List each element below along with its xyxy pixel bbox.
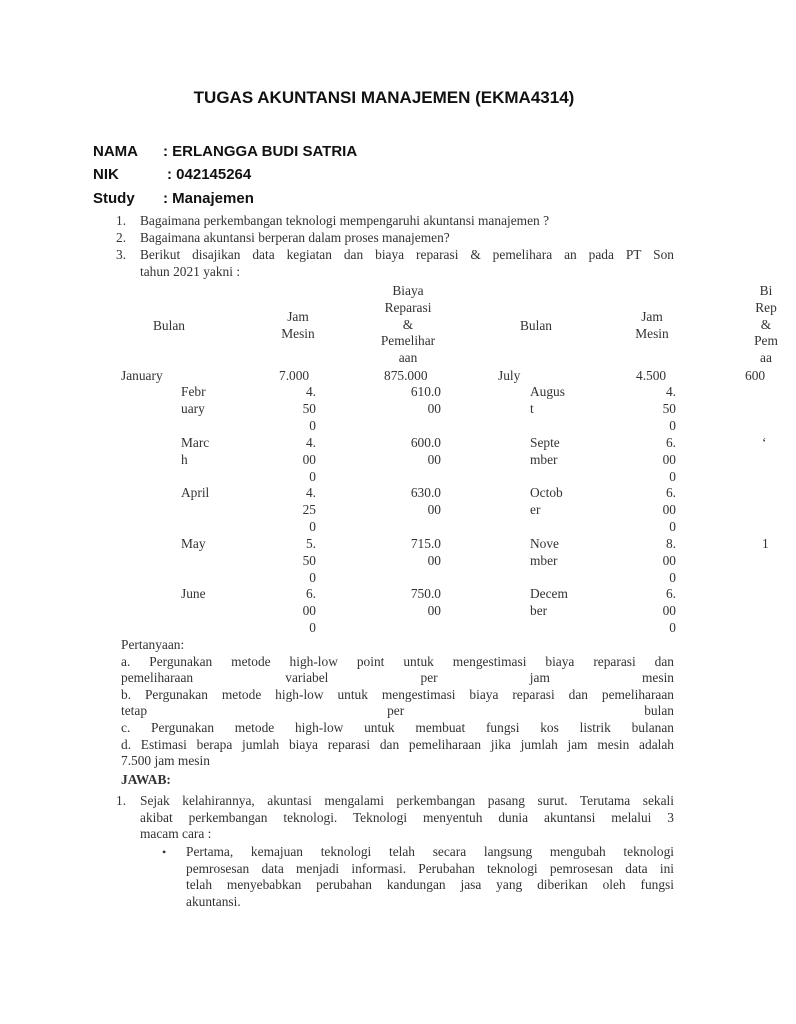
table-header-jam-mesin: Jam Mesin — [281, 309, 315, 341]
table-header-bulan-2: Bulan — [520, 318, 552, 333]
table-cell-biaya: 750.0 00 — [410, 586, 441, 618]
bullet-text: pemrosesan data menjadi informasi. Perubahan teknologi pemrosesan data ini — [186, 861, 674, 876]
table-cell-bulan: Septe mber — [530, 435, 560, 467]
table-cell-jam: 4. 25 0 — [302, 485, 316, 534]
table-cell-biaya-clipped: ‘ — [762, 435, 767, 450]
table-cell-jam: 4.500 — [636, 368, 667, 383]
table-cell-jam: 4. 00 0 — [302, 435, 316, 484]
table-cell-bulan: July — [498, 368, 521, 383]
bullet-text: telah menyebabkan perubahan kandungan jasa yang diberikan oleh fungsi — [186, 877, 674, 892]
table-cell-biaya-clipped: 1 — [762, 536, 769, 551]
pertanyaan-heading: Pertanyaan: — [121, 637, 185, 652]
table-cell-bulan: Decem ber — [530, 586, 568, 618]
table-cell-jam: 5. 50 0 — [302, 536, 316, 585]
identity-nama — [93, 143, 357, 160]
table-cell-biaya: 875.000 — [384, 368, 428, 383]
table-cell-jam: 8. 00 0 — [662, 536, 676, 585]
identity-value: : ERLANGGA BUDI SATRIA — [163, 143, 358, 160]
pertanyaan-a: a. Pergunakan metode high-low point untuk mengestimasi biaya reparasi dan — [121, 654, 674, 669]
table-cell-bulan: Marc h — [181, 435, 210, 467]
table-header-bulan: Bulan — [153, 318, 185, 333]
table-cell-jam: 6. 00 0 — [662, 586, 676, 635]
bullet-icon: • — [162, 845, 167, 859]
identity-value: : Manajemen — [163, 190, 254, 207]
identity-study — [93, 190, 254, 207]
jawab-heading: JAWAB: — [121, 772, 171, 787]
table-cell-bulan: Octob er — [530, 485, 563, 517]
question-number: 2. — [116, 230, 127, 245]
question-text: Bagaimana akuntansi berperan dalam proses manajemen? — [140, 230, 450, 245]
pertanyaan-d-cont: 7.500 jam mesin — [121, 753, 210, 768]
table-cell-bulan: Febr uary — [181, 384, 206, 416]
table-cell-jam: 6. 00 0 — [302, 586, 316, 635]
pertanyaan-b-cont: tetap per bulan — [121, 703, 674, 718]
table-cell-bulan: Nove mber — [530, 536, 560, 568]
table-cell-bulan: April — [181, 485, 210, 500]
bullet-text: Pertama, kemajuan teknologi telah secara langsung mengubah teknologi — [186, 844, 674, 859]
question-text: Bagaimana perkembangan teknologi mempengaruhi akuntansi manajemen ? — [140, 213, 550, 228]
table-cell-bulan: June — [181, 586, 206, 601]
question-number: 1. — [116, 213, 127, 228]
table-cell-jam: 7.000 — [279, 368, 310, 383]
answer-text: Sejak kelahirannya, akuntasi mengalami perkembangan pasang surut. Terutama sekali — [140, 793, 674, 808]
table-header-biaya-2: Bi Rep & Pem aa — [754, 283, 778, 366]
question-text: Berikut disajikan data kegiatan dan biaya reparasi & pemelihara an pada PT Son — [140, 247, 674, 262]
pertanyaan-a-cont: pemeliharaan variabel per jam mesin — [121, 670, 674, 685]
identity-label: NIK — [93, 166, 119, 183]
document-title: TUGAS AKUNTANSI MANAJEMEN (EKMA4314) — [193, 88, 575, 107]
table-cell-bulan: January — [121, 368, 163, 383]
table-cell-jam: 4. 50 0 — [302, 384, 316, 433]
table-cell-biaya: 610.0 00 — [410, 384, 441, 416]
pertanyaan-d: d. Estimasi berapa jumlah biaya reparasi dan pemeliharaan jika jumlah jam mesin adalah — [121, 737, 674, 752]
pertanyaan-b: b. Pergunakan metode high-low untuk mengestimasi biaya reparasi dan pemeliharaan — [121, 687, 674, 702]
table-cell-bulan: May — [181, 536, 206, 551]
table-cell-biaya: 630.0 00 — [410, 485, 441, 517]
table-cell-biaya-clipped: 600 — [745, 368, 766, 383]
table-cell-bulan: Augus t — [530, 384, 565, 416]
table-cell-jam: 6. 00 0 — [662, 485, 676, 534]
identity-label: NAMA — [93, 143, 138, 160]
table-header-biaya: Biaya Reparasi & Pemelihar aan — [380, 283, 436, 366]
answer-number: 1. — [116, 793, 127, 808]
table-header-jam-mesin-2: Jam Mesin — [635, 309, 669, 341]
table-cell-jam: 6. 00 0 — [662, 435, 676, 484]
answer-text: macam cara : — [140, 826, 212, 841]
table-cell-biaya: 600.0 00 — [410, 435, 441, 467]
pertanyaan-c: c. Pergunakan metode high-low untuk membuat fungsi kos listrik bulanan — [121, 720, 674, 735]
bullet-text: akuntansi. — [186, 894, 241, 909]
question-text-cont: tahun 2021 yakni : — [140, 264, 241, 279]
answer-text: akibat perkembangan teknologi. Teknologi menyentuh dunia akuntansi melalui 3 — [140, 810, 674, 825]
identity-value: : 042145264 — [167, 166, 252, 183]
question-number: 3. — [116, 247, 127, 262]
table-cell-jam: 4. 50 0 — [662, 384, 676, 433]
identity-nik — [93, 166, 251, 183]
table-cell-biaya: 715.0 00 — [410, 536, 441, 568]
identity-label: Study — [93, 190, 135, 207]
